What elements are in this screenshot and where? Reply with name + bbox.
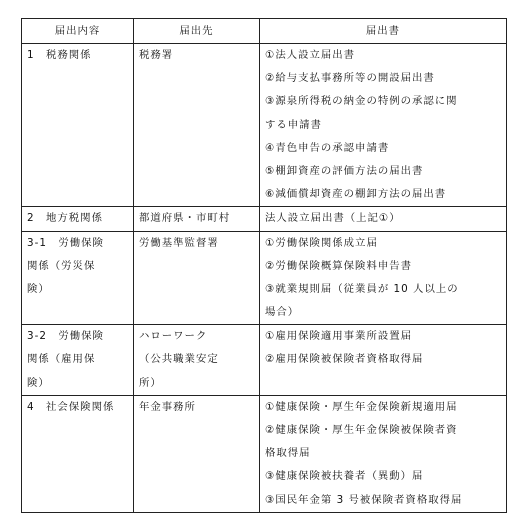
documents-line: ①労働保険関係成立届 [265, 236, 378, 249]
content-line: 関係（雇用保 [27, 353, 96, 366]
documents-line: ④青色申告の承認申請書 [265, 141, 390, 154]
content-line: 関係（労災保 [27, 259, 96, 272]
content-line: 1 税務関係 [27, 49, 92, 61]
destination-cell [134, 395, 260, 512]
table-row [22, 325, 507, 396]
documents-line: ①雇用保険適用事業所設置届 [265, 330, 413, 343]
destination-line: 都道府県・市町村 [139, 212, 231, 225]
header-content: 届出内容 [22, 19, 134, 44]
documents-line: ①健康保険・厚生年金保険新規適用届 [265, 400, 458, 413]
content-cell [22, 44, 134, 207]
destination-line: 年金事務所 [139, 400, 196, 413]
destination-cell [134, 44, 260, 207]
documents-line: ③就業規則届（従業員が 10 人以上の [265, 282, 459, 295]
documents-cell [260, 395, 507, 512]
content-cell [22, 325, 134, 396]
table-row [22, 44, 507, 207]
destination-line: （公共職業安定 [139, 353, 219, 366]
documents-line: ③国民年金第 3 号被保険者資格取得届 [265, 493, 463, 506]
destination-line: 所） [139, 376, 162, 389]
content-line: 3-1 労働保険 [27, 236, 104, 249]
documents-line: する申請書 [265, 118, 322, 131]
documents-line: ②雇用保険被保険者資格取得届 [265, 353, 424, 366]
table-row [22, 231, 507, 325]
documents-line: 法人設立届出書（上記①） [265, 212, 401, 225]
filing-table [21, 18, 507, 513]
content-line: 4 社会保険関係 [27, 400, 115, 413]
documents-line: ①法人設立届出書 [265, 49, 356, 61]
documents-cell [260, 231, 507, 325]
table-row [22, 207, 507, 231]
content-line: 2 地方税関係 [27, 212, 103, 225]
content-cell [22, 231, 134, 325]
header-destination: 届出先 [134, 19, 260, 44]
destination-cell [134, 325, 260, 396]
documents-line: ③源泉所得税の納金の特例の承認に関 [265, 95, 458, 108]
documents-cell [260, 325, 507, 396]
content-line: 険） [27, 376, 50, 389]
table-row [22, 395, 507, 512]
documents-line: 場合） [265, 306, 300, 319]
destination-line: ハローワーク [139, 330, 208, 343]
documents-line: ②給与支払事務所等の開設届出書 [265, 72, 435, 85]
documents-cell [260, 207, 507, 231]
content-cell [22, 395, 134, 512]
documents-line: ②健康保険・厚生年金保険被保険者資 [265, 424, 458, 436]
documents-line: ⑥減価償却資産の棚卸方法の届出書 [265, 188, 447, 201]
header-documents: 届出書 [260, 19, 507, 44]
documents-line: ②労働保険概算保険料申告書 [265, 259, 413, 272]
documents-line: 格取得届 [265, 447, 311, 460]
documents-line: ③健康保険被扶養者（異動）届 [265, 470, 424, 483]
content-cell [22, 207, 134, 231]
content-line: 3-2 労働保険 [27, 330, 104, 343]
documents-line: ⑤棚卸資産の評価方法の届出書 [265, 164, 424, 177]
destination-line: 税務署 [139, 49, 174, 61]
destination-cell [134, 207, 260, 231]
documents-cell [260, 44, 507, 207]
destination-line: 労働基準監督署 [139, 236, 219, 249]
content-line: 険） [27, 282, 50, 295]
destination-cell [134, 231, 260, 325]
header-row [22, 19, 507, 44]
